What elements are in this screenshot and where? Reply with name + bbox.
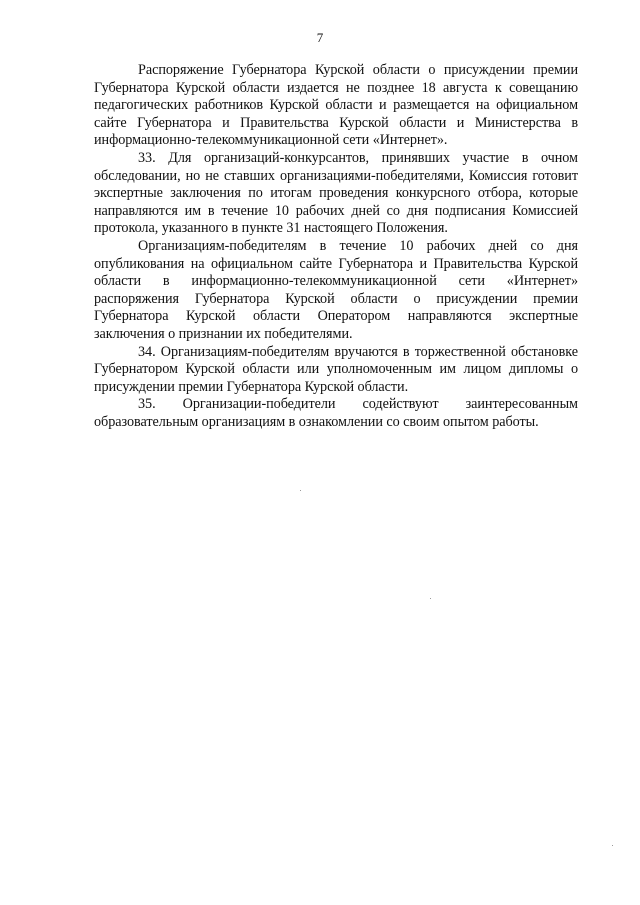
scan-speck [612, 845, 613, 846]
paragraph-35-experience: 35. Организации-победители содействуют заинтересованным образовательным организациям в ознакомлении со своим опытом работы. [94, 396, 578, 430]
scan-speck [300, 490, 301, 491]
paragraph-winners-conclusions: Организациям-победителям в течение 10 рабочих дней со дня опубликования на официальном сайте Губернатора и Правительства Курской области в информационно-телекоммуникационной сети «Интернет» распоряжения Губернатора Курской области о присуждении премии Губернатора Курской области Оператором направляются экспертные заключения о признании их победителями. [94, 237, 578, 342]
document-body [94, 62, 578, 431]
page-number: 7 [316, 30, 324, 45]
paragraph-decree-publication: Распоряжение Губернатора Курской области о присуждении премии Губернатора Курской области издается не позднее 18 августа к совещанию педагогических работников Курской области и размещается на официальном сайте Губернатора и Правительства Курской области и Министерства в информационно-телекоммуникационной сети «Интернет». [94, 62, 578, 149]
paragraph-33-expert-conclusions: 33. Для организаций-конкурсантов, принявших участие в очном обследовании, но не ставших организациями-победителями, Комиссия готовит экспертные заключения по итогам проведения конкурсного отбора, которые направляются им в течение 10 рабочих дней со дня подписания Комиссией протокола, указанного в пункте 31 настоящего Положения. [94, 149, 578, 237]
paragraph-34-diplomas: 34. Организациям-победителям вручаются в торжественной обстановке Губернатором Курской области или уполномоченным им лицом дипломы о присуждении премии Губернатора Курской области. [94, 343, 578, 395]
scan-speck [430, 598, 431, 599]
